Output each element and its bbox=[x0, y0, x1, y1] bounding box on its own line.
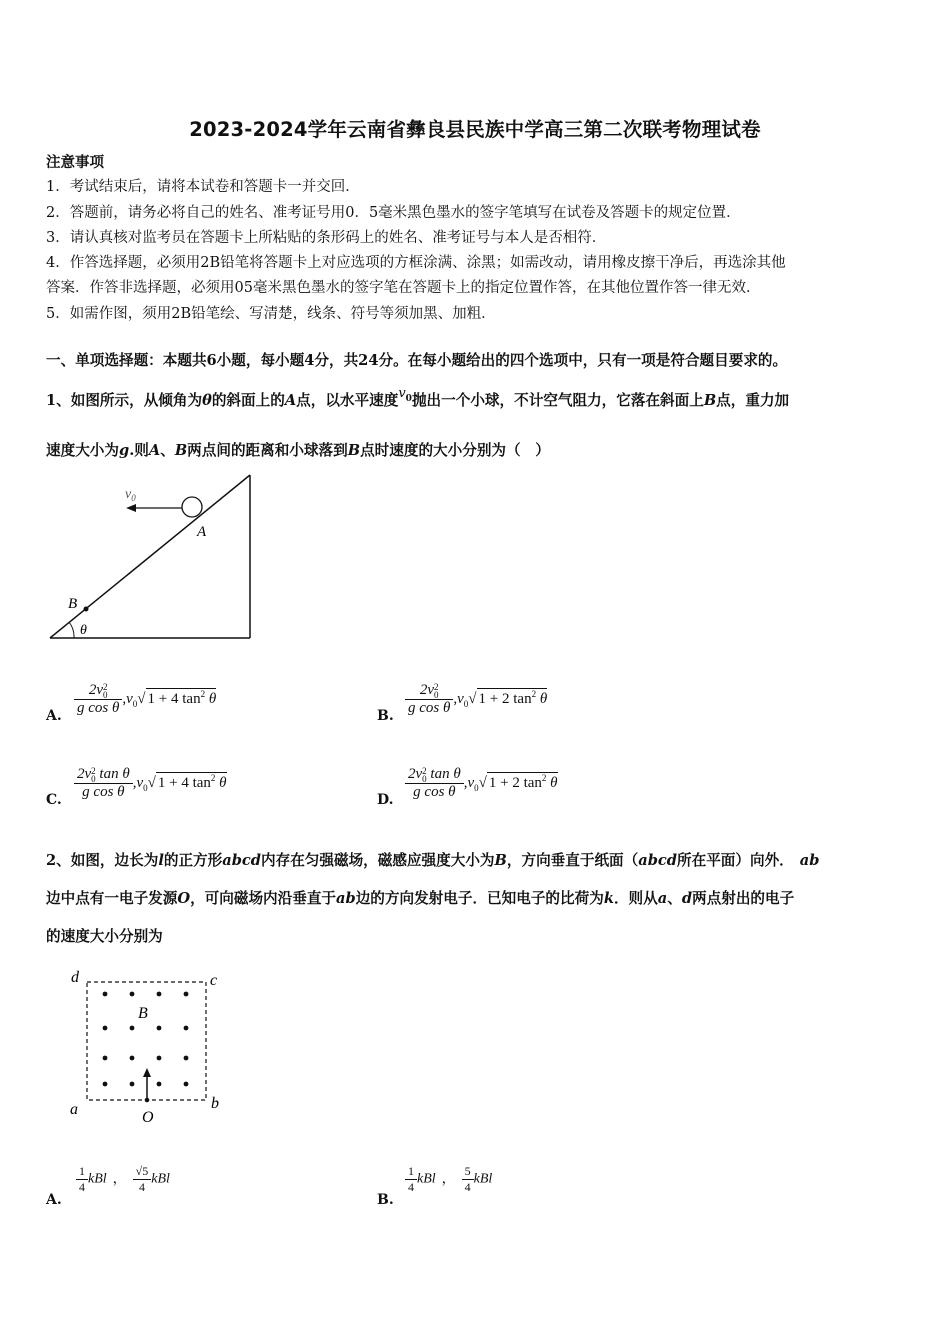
note-item: 3．请认真核对监考员在答题卡上所粘贴的条形码上的姓名、准考证号与本人是否相符． bbox=[46, 229, 607, 246]
q2-line3: 的速度大小分别为 bbox=[46, 928, 163, 945]
note-item: 2．答题前，请务必将自己的姓名、准考证号用0．5毫米黑色墨水的签字笔填写在试卷及答题卡的规定位置． bbox=[46, 204, 741, 221]
q2-option-b-formula[interactable]: $\frac{1}{4}$ kBl ， $\frac{5}{4}$ kBl bbox=[405, 1164, 492, 1195]
option-a-formula[interactable]: 2v 2 0 g cos θ $,v_0√$ 1 + 4 $\tan^2 \theta$ bbox=[74, 682, 216, 717]
point-a-label: A bbox=[197, 524, 207, 540]
v0-label: $v_0$ bbox=[125, 487, 136, 503]
page-title: 2023-2024学年云南省彝良县民族中学高三第二次联考物理试卷 bbox=[189, 118, 761, 141]
corner-d-label: d bbox=[71, 969, 79, 986]
electron-arrowhead bbox=[143, 1068, 151, 1077]
option-c-formula[interactable]: 2v 2 0 tan θ g cos θ $,v_0√$ 1 + 4 $\tan^2 \theta$ bbox=[74, 766, 227, 801]
corner-c-label: c bbox=[210, 972, 218, 989]
option-label: C. bbox=[46, 792, 62, 808]
point-b-dot bbox=[84, 607, 89, 612]
note-item: 5．如需作图，须用2B铅笔绘、写清楚，线条、符号等须加黑、加粗． bbox=[46, 305, 496, 322]
corner-b-label: b bbox=[211, 1095, 219, 1112]
corner-a-label: a bbox=[70, 1101, 78, 1118]
note-item: 答案．作答非选择题，必须用05毫米黑色墨水的签字笔在答题卡上的指定位置作答，在其他位置作答一律无效． bbox=[46, 280, 761, 297]
option-b-formula[interactable]: 2v 2 0 g cos θ $,v_0√$ 1 + 2 $\tan^2 \theta$ bbox=[405, 682, 547, 717]
q1-line2: 速度大小为g.则A、B两点间的距离和小球落到B点时速度的大小分别为（ ） bbox=[46, 442, 550, 459]
ball bbox=[182, 497, 202, 517]
source-o-label: O bbox=[142, 1109, 154, 1126]
notes-heading: 注意事项 bbox=[46, 154, 104, 171]
notes bbox=[46, 150, 916, 327]
option-label: D. bbox=[377, 792, 394, 808]
incline-figure bbox=[40, 470, 270, 650]
option-label: A. bbox=[46, 1192, 62, 1208]
q2-line1: 2、如图，边长为l的正方形abcd内存在匀强磁场，磁感应强度大小为B，方向垂直于纸面（abcd所在平面）向外． ab bbox=[46, 852, 820, 869]
option-label: B. bbox=[377, 1192, 394, 1208]
point-b-label: B bbox=[68, 596, 78, 612]
angle-arc bbox=[69, 622, 74, 638]
q2-line2: 边中点有一电子发源O，可向磁场内沿垂直于ab边的方向发射电子．已知电子的比荷为k．则从a、d两点射出的电子 bbox=[46, 890, 795, 907]
option-label: B. bbox=[377, 708, 394, 724]
magnetic-field-figure bbox=[62, 964, 232, 1129]
q1-line1: 1、如图所示，从倾角为θ的斜面上的A点，以水平速度$v_0$抛出一个小球，不计空气阻力，它落在斜面上B点，重力加 bbox=[46, 386, 790, 409]
incline-surface bbox=[50, 475, 250, 638]
option-label: A. bbox=[46, 708, 62, 724]
note-item: 4．作答选择题，必须用2B铅笔将答题卡上对应选项的方框涂满、涂黑；如需改动，请用橡皮擦干净后，再选涂其他 bbox=[46, 255, 786, 272]
velocity-arrowhead bbox=[126, 504, 136, 512]
theta-label: θ bbox=[80, 623, 87, 638]
section-heading: 一、单项选择题：本题共6小题，每小题4分，共24分。在每小题给出的四个选项中，只有一项是符合题目要求的。 bbox=[46, 352, 788, 369]
q2-option-a-formula[interactable]: $\frac{1}{4}$ kBl ， $\frac{√5}{4}$ kBl bbox=[76, 1164, 170, 1195]
option-d-formula[interactable]: 2v 2 0 tan θ g cos θ $,v_0√$ 1 + 2 $\tan^2 \theta$ bbox=[405, 766, 558, 801]
note-item: 1．考试结束后，请将本试卷和答题卡一并交回． bbox=[46, 179, 360, 196]
field-b-label: B bbox=[138, 1005, 148, 1022]
source-o-dot bbox=[145, 1098, 150, 1103]
